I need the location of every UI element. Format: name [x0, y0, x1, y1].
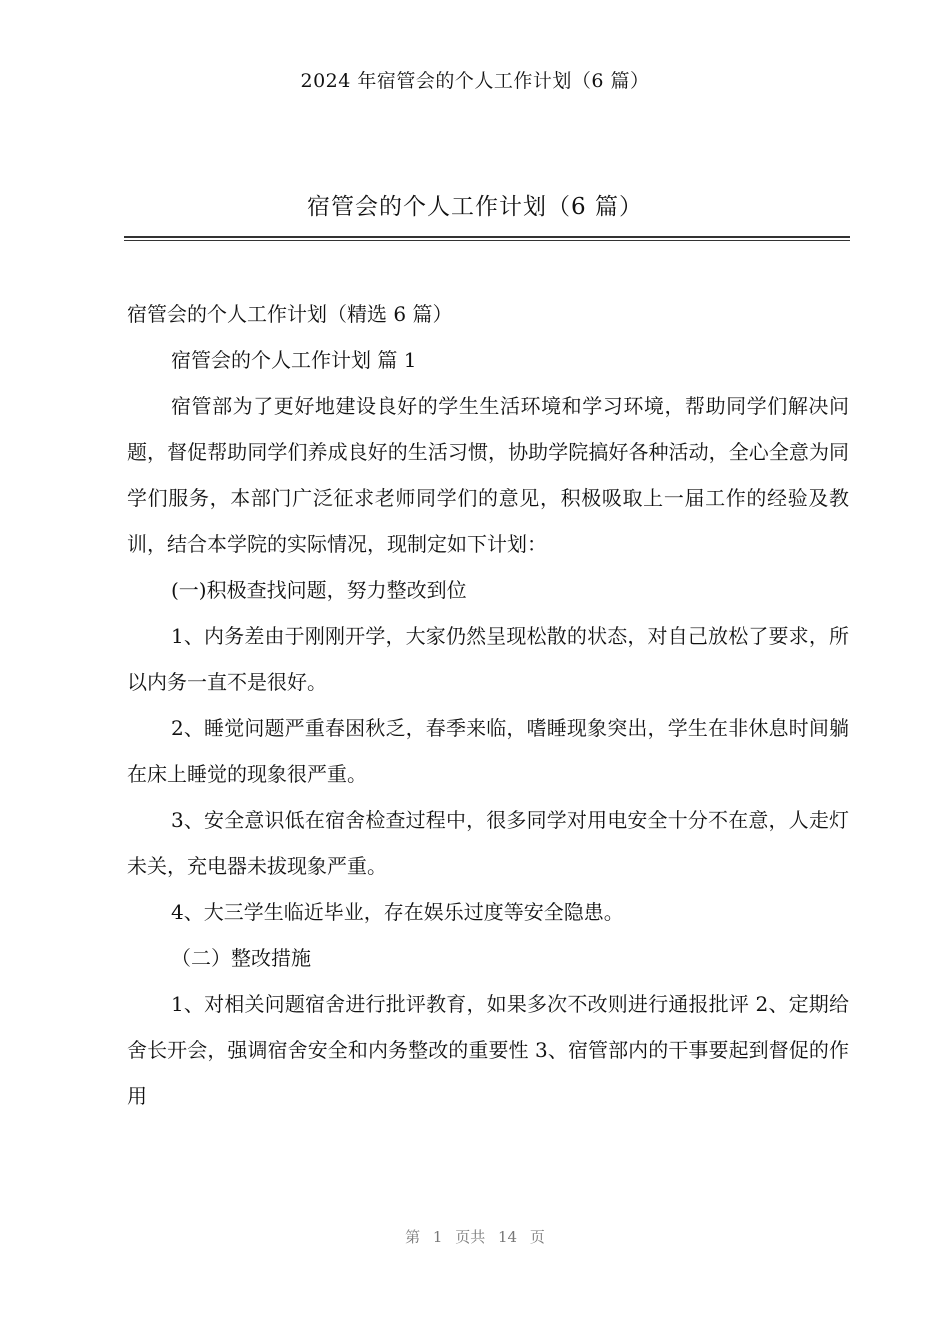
list-item: 2、睡觉问题严重春困秋乏，春季来临，嗜睡现象突出，学生在非休息时间躺在床上睡觉的现象很严重。	[127, 716, 849, 786]
title-divider	[124, 236, 850, 241]
page-header: 2024 年宿管会的个人工作计划（6 篇）	[300, 70, 650, 92]
list-item: 4、大三学生临近毕业，存在娱乐过度等安全隐患。	[171, 900, 624, 924]
list-item: 1、内务差由于刚刚开学，大家仍然呈现松散的状态，对自己放松了要求，所以内务一直不是很好。	[127, 624, 849, 694]
page-footer: 第 1 页共 14 页	[405, 1228, 545, 1246]
body-paragraph: 宿管部为了更好地建设良好的学生生活环境和学习环境，帮助同学们解决问题，督促帮助同学们养成良好的生活习惯，协助学院搞好各种活动，全心全意为同学们服务，本部门广泛征求老师同学们的意见，积极吸取上一届工作的经验及教训，结合本学院的实际情况，现制定如下计划：	[127, 394, 849, 556]
list-item: 3、安全意识低在宿舍检查过程中，很多同学对用电安全十分不在意，人走灯未关，充电器未拔现象严重。	[127, 808, 849, 878]
subsection-heading: (一)积极查找问题，努力整改到位	[171, 578, 467, 602]
subtitle-paragraph: 宿管会的个人工作计划（精选 6 篇）	[127, 302, 453, 326]
subsection-heading: （二）整改措施	[171, 946, 311, 970]
list-item: 1、对相关问题宿舍进行批评教育，如果多次不改则进行通报批评 2、定期给舍长开会，强调宿舍安全和内务整改的重要性 3、宿管部内的干事要起到督促的作用	[127, 992, 849, 1108]
section-heading: 宿管会的个人工作计划 篇 1	[171, 348, 417, 372]
document-body	[127, 291, 849, 1119]
document-title: 宿管会的个人工作计划（6 篇）	[307, 194, 643, 220]
